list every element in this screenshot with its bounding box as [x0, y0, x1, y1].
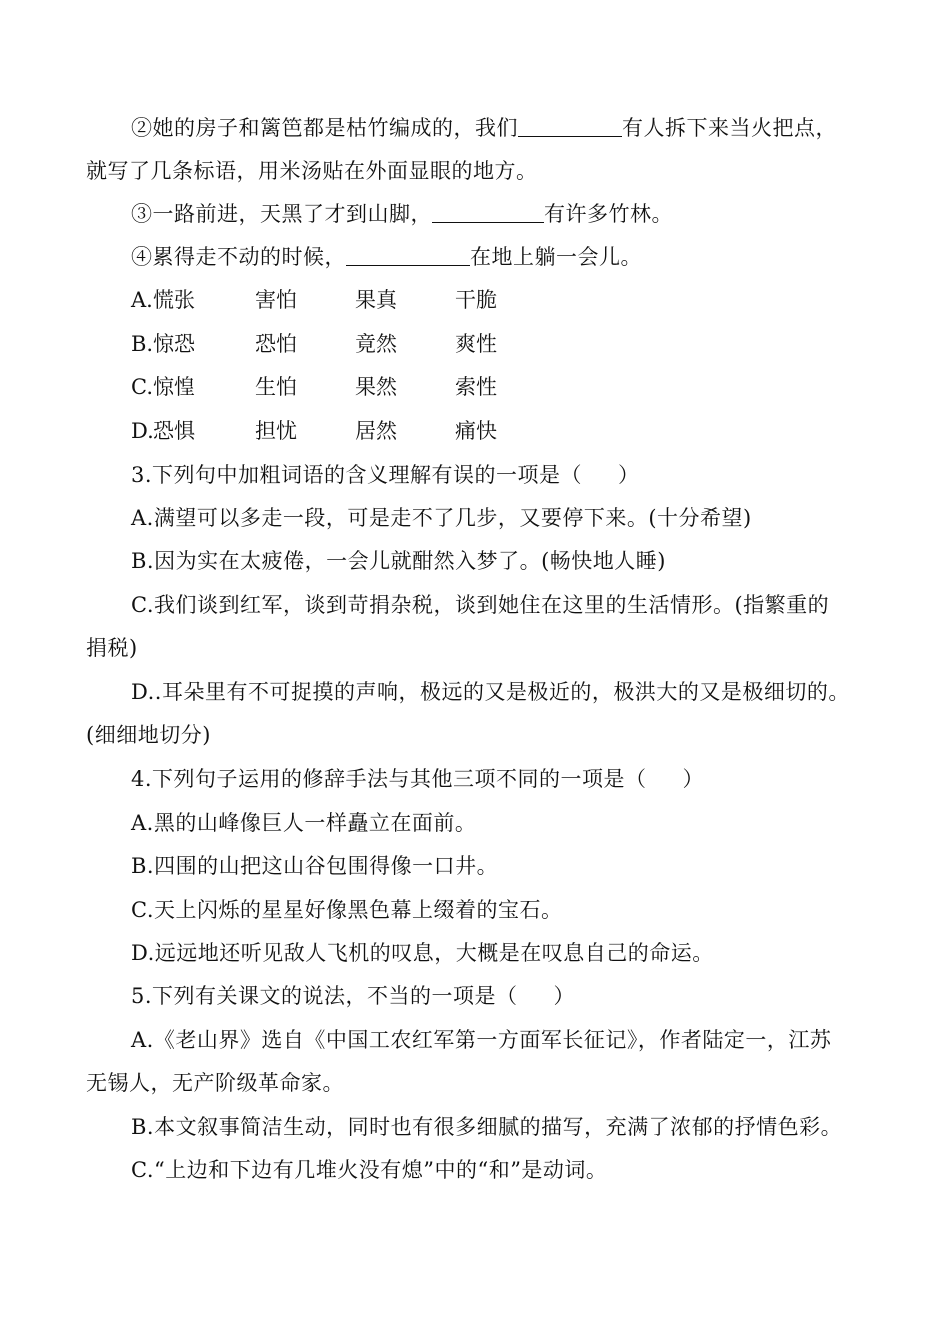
option-label: D. — [131, 419, 154, 443]
q4-option-d: D.远远地还听见敌人飞机的叹息，大概是在叹息自己的命运。 — [131, 941, 714, 965]
q3-stem — [131, 460, 640, 490]
q5-option-b: B.本文叙事简洁生动，同时也有很多细腻的描写，充满了浓郁的抒情色彩。 — [131, 1115, 843, 1139]
q5-option-c: C.“上边和下边有几堆火没有熄”中的“和”是动词。 — [131, 1158, 608, 1182]
fill-blank — [432, 200, 544, 223]
q4-stem-text: 4.下列句子运用的修辞手法与其他三项不同的一项是（ — [131, 767, 647, 791]
q2-s2-text-a: ②她的房子和篱笆都是枯竹编成的，我们 — [131, 116, 518, 140]
option-word: 恐惧 — [153, 419, 195, 443]
q2-s3-text-b: 有许多竹林。 — [544, 202, 673, 226]
q3-stem-text: 3.下列句中加粗词语的含义理解有误的一项是（ — [131, 463, 583, 487]
q5-stem — [131, 981, 575, 1011]
q3-option-d: D..耳朵里有不可捉摸的声响，极远的又是极近的，极洪大的又是极细切的。 — [131, 680, 850, 704]
q3-option-d-cont: (细细地切分) — [86, 723, 211, 747]
q4-stem-close: ） — [682, 767, 705, 791]
q3-option-c: C.我们谈到红军，谈到苛捐杂税，谈到她住在这里的生活情形。(指繁重的 — [131, 593, 830, 617]
q5-stem-text: 5.下列有关课文的说法，不当的一项是（ — [131, 984, 518, 1008]
q5-stem-close: ） — [553, 984, 576, 1008]
option-label: A. — [131, 288, 153, 312]
q3-option-c-cont: 捐税) — [86, 636, 138, 660]
q4-option-c: C.天上闪烁的星星好像黑色幕上缀着的宝石。 — [131, 898, 563, 922]
option-word: 害怕 — [255, 288, 297, 312]
option-word: 惊恐 — [153, 332, 195, 356]
fill-blank — [518, 114, 622, 137]
option-word: 生怕 — [255, 375, 297, 399]
fill-blank — [346, 243, 470, 266]
q5-option-a-cont: 无锡人，无产阶级革命家。 — [86, 1071, 344, 1095]
q2-s3-text-a: ③一路前进，天黑了才到山脚， — [131, 202, 432, 226]
option-word: 惊惶 — [153, 375, 195, 399]
option-word: 居然 — [355, 419, 397, 443]
q2-sentence-4 — [131, 242, 642, 272]
option-word: 爽性 — [455, 332, 497, 356]
q2-s2-text-b: 有人拆下来当火把点， — [622, 116, 837, 140]
option-word: 痛快 — [455, 419, 497, 443]
q2-s4-text-a: ④累得走不动的时候， — [131, 245, 346, 269]
q2-sentence-3 — [131, 199, 673, 229]
q2-sentence-2-cont: 就写了几条标语，用米汤贴在外面显眼的地方。 — [86, 159, 538, 183]
q2-s4-text-b: 在地上躺一会儿。 — [470, 245, 642, 269]
option-word: 干脆 — [455, 288, 497, 312]
option-word: 索性 — [455, 375, 497, 399]
q3-option-b: B.因为实在太疲倦，一会儿就酣然入梦了。(畅快地人睡) — [131, 549, 666, 573]
q4-stem — [131, 764, 704, 794]
option-label: C. — [131, 375, 153, 399]
option-word: 竟然 — [355, 332, 397, 356]
q4-option-b: B.四围的山把这山谷包围得像一口井。 — [131, 854, 499, 878]
option-label: B. — [131, 332, 154, 356]
q2-sentence-2 — [131, 113, 837, 143]
option-word: 恐怕 — [255, 332, 297, 356]
q4-option-a: A.黑的山峰像巨人一样矗立在面前。 — [131, 811, 477, 835]
option-word: 果然 — [355, 375, 397, 399]
q3-option-a: A.满望可以多走一段，可是走不了几步，又要停下来。(十分希望) — [131, 506, 752, 530]
option-word: 慌张 — [153, 288, 195, 312]
q3-stem-close: ） — [618, 463, 640, 487]
option-word: 果真 — [355, 288, 397, 312]
option-word: 担忧 — [255, 419, 297, 443]
q5-option-a: A.《老山界》选自《中国工农红军第一方面军长征记》，作者陆定一，江苏 — [131, 1028, 832, 1052]
